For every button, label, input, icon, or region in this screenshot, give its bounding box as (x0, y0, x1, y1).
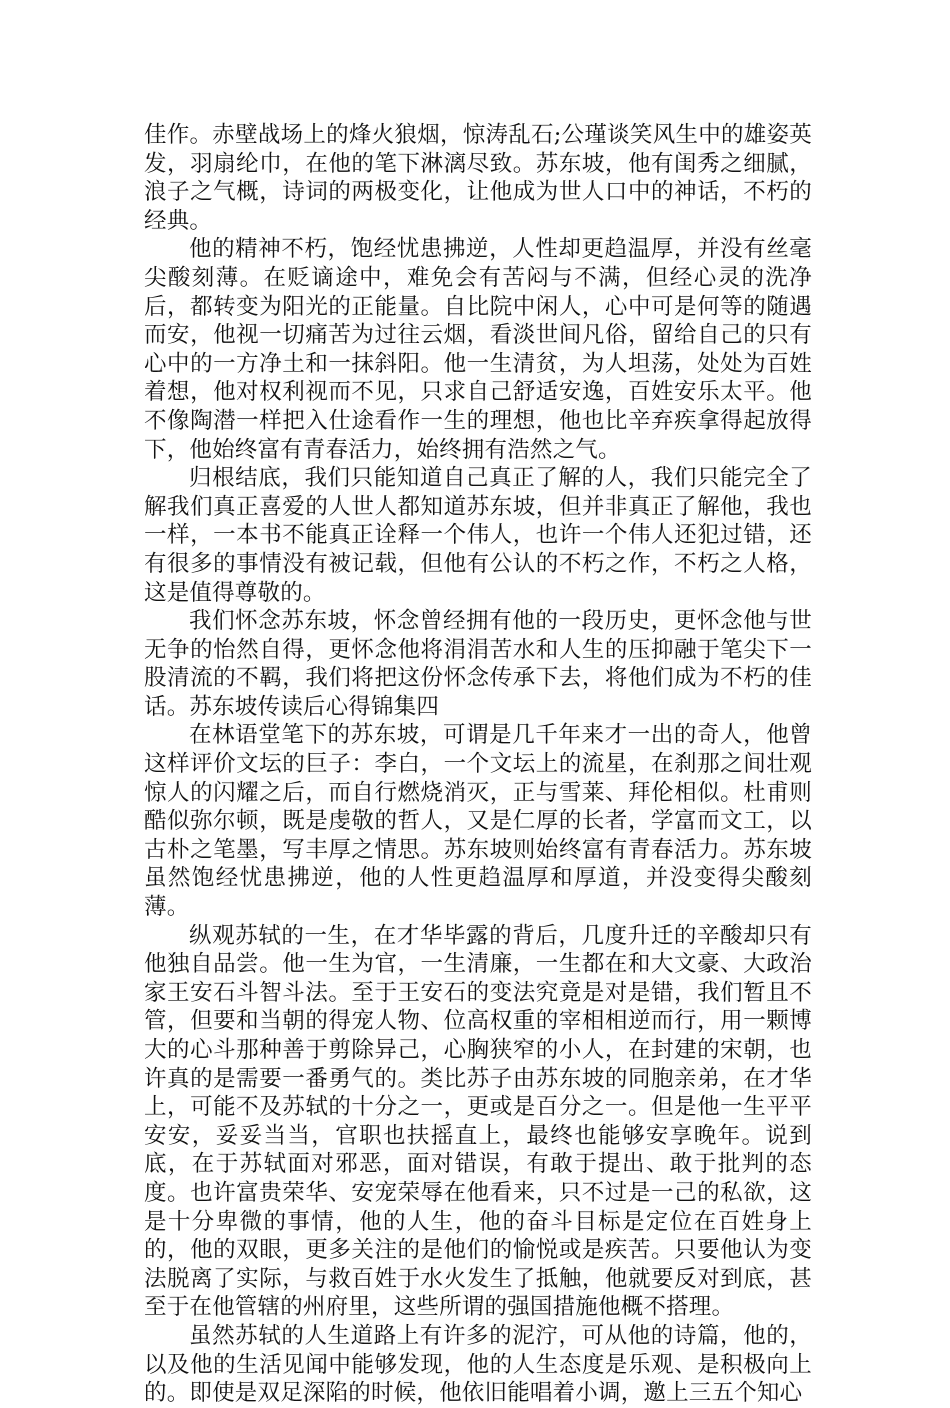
paragraph-5: 在林语堂笔下的苏东坡，可谓是几千年来才一出的奇人，他曾这样评价文坛的巨子：李白，一个文坛上的流星，在刹那之间壮观惊人的闪耀之后，而自行燃烧消灭，正与雪莱、拜伦相似。杜甫则酷似弥尔顿，既是虔敬的哲人，又是仁厚的长者，学富而文工，以古朴之笔墨，写丰厚之情思。苏东坡则始终富有青春活力。苏东坡虽然饱经忧患拂逆，他的人性更趋温厚和厚道，并没变得尖酸刻薄。 (144, 722, 812, 921)
paragraph-1: 佳作。赤壁战场上的烽火狼烟，惊涛乱石;公瑾谈笑风生中的雄姿英发，羽扇纶巾，在他的笔下淋漓尽致。苏东坡，他有闺秀之细腻，浪子之气概，诗词的两极变化，让他成为世人口中的神话，不朽的经典。 (144, 122, 812, 234)
paragraph-6: 纵观苏轼的一生，在才华毕露的背后，几度升迁的辛酸却只有他独自品尝。他一生为官，一生清廉，一生都在和大文豪、大政治家王安石斗智斗法。至于王安石的变法究竟是对是错，我们暂且不管，但要和当朝的得宠人物、位高权重的宰相相逆而行，用一颗博大的心斗那种善于剪除异己，心胸狭窄的小人，在封建的宋朝，也许真的是需要一番勇气的。类比苏子由苏东坡的同胞亲弟，在才华上，可能不及苏轼的十分之一，更或是百分之一。但是他一生平平安安，妥妥当当，官职也扶摇直上，最终也能够安享晚年。说到底，在于苏轼面对邪恶，面对错误，有敢于提出、敢于批判的态度。也许富贵荣华、安宠荣辱在他看来，只不过是一己的私欲，这是十分卑微的事情，他的人生，他的奋斗目标是定位在百姓身上的，他的双眼，更多关注的是他们的愉悦或是疾苦。只要他认为变法脱离了实际，与救百姓于水火发生了抵触，他就要反对到底，甚至于在他管辖的州府里，这些所谓的强国措施他概不搭理。 (144, 922, 812, 1321)
paragraph-7: 虽然苏轼的人生道路上有许多的泥泞，可从他的诗篇，他的，以及他的生活见闻中能够发现，他的人生态度是乐观、是积极向上的。即使是双足深陷的时候，他依旧能唱着小调，邀上三五个知心 (144, 1322, 812, 1407)
paragraph-2: 他的精神不朽，饱经忧患拂逆，人性却更趋温厚，并没有丝毫尖酸刻薄。在贬谪途中，难免会有苦闷与不满，但经心灵的洗净后，都转变为阳光的正能量。自比院中闲人，心中可是何等的随遇而安，他视一切痛苦为过往云烟，看淡世间凡俗，留给自己的只有心中的一方净土和一抹斜阳。他一生清贫，为人坦荡，处处为百姓着想，他对权利视而不见，只求自己舒适安逸，百姓安乐太平。他不像陶潜一样把入仕途看作一生的理想，他也比辛弃疾拿得起放得下，他始终富有青春活力，始终拥有浩然之气。 (144, 236, 812, 463)
paragraph-4: 我们怀念苏东坡，怀念曾经拥有他的一段历史，更怀念他与世无争的怡然自得，更怀念他将涓涓苦水和人生的压抑融于笔尖下一股清流的不羁，我们将把这份怀念传承下去，将他们成为不朽的佳话。苏东坡传读后心得锦集四 (144, 608, 812, 720)
paragraph-3: 归根结底，我们只能知道自己真正了解的人，我们只能完全了解我们真正喜爱的人世人都知道苏东坡，但并非真正了解他，我也一样，一本书不能真正诠释一个伟人，也许一个伟人还犯过错，还有很多的事情没有被记载，但他有公认的不朽之作，不朽之人格，这是值得尊敬的。 (144, 465, 812, 606)
document-body (144, 121, 812, 1408)
